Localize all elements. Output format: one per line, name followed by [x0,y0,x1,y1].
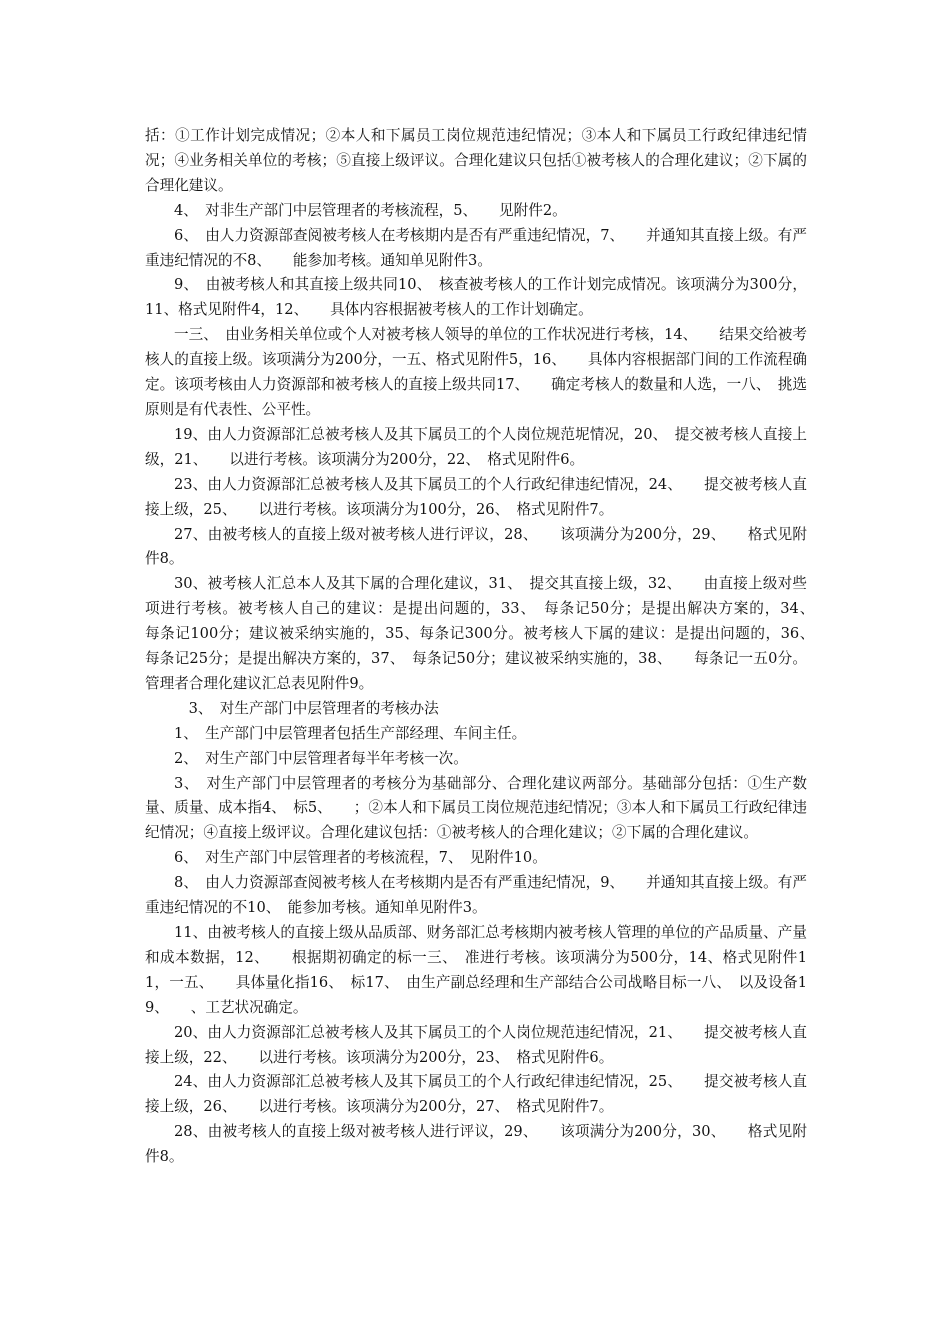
paragraph: 9、 由被考核人和其直接上级共同10、 核查被考核人的工作计划完成情况。该项满分为300分，11、格式见附件4，12、 具体内容根据被考核人的工作计划确定。 [145,276,807,319]
paragraph: 4、 对非生产部门中层管理者的考核流程，5、 见附件2。 [174,201,567,219]
paragraph: 6、 由人力资源部查阅被考核人在考核期内是否有严重违纪情况，7、 并通知其直接上级。有严重违纪情况的不8、 能参加考核。通知单见附件3。 [145,226,807,269]
paragraph: 30、被考核人汇总本人及其下属的合理化建议，31、 提交其直接上级，32、 由直接上级对些项进行考核。被考核人自己的建议：是提出问题的，33、 每条记50分；是提出解决方案的，34、 每条记100分；建议被采纳实施的，35、每条记300分。被考核人下属的建议：是提出问题的，36、 每条记25分；是提出解决方案的，37、 每条记50分；建议被采纳实施的，38、 每条记一五0分。管理者合理化建议汇总表见附件9。 [145,575,837,692]
paragraph: 1、 生产部门中层管理者包括生产部经理、车间主任。 [174,724,527,742]
paragraph: 11、由被考核人的直接上级从品质部、财务部汇总考核期内被考核人管理的单位的产品质量、产量和成本数据，12、 根据期初确定的标一三、 准进行考核。该项满分为500分，14、格式见附件11，一五、 具体量化指16、 标17、 由生产副总经理和生产部结合公司战略目标一八、 以及设备19、 、工艺状况确定。 [145,924,807,1016]
paragraph: 19、由人力资源部汇总被考核人及其下属员工的个人岗位规范坭情况，20、 提交被考核人直接上级，21、 以进行考核。该项满分为200分，22、 格式见附件6。 [145,425,807,468]
section-heading: 3、 对生产部门中层管理者的考核办法 [174,699,439,717]
paragraph: 28、由被考核人的直接上级对被考核人进行评议，29、 该项满分为200分，30、 格式见附件8。 [145,1123,807,1166]
paragraph: 括：①工作计划完成情况；②本人和下属员工岗位规范违纪情况；③本人和下属员工行政纪律违纪情况；④业务相关单位的考核；⑤直接上级评议。合理化建议只包括①被考核人的合理化建议；②下属的合理化建议。 [145,127,807,194]
paragraph: 20、由人力资源部汇总被考核人及其下属员工的个人岗位规范违纪情况，21、 提交被考核人直接上级，22、 以进行考核。该项满分为200分，23、 格式见附件6。 [145,1023,807,1066]
paragraph: 8、 由人力资源部查阅被考核人在考核期内是否有严重违纪情况，9、 并通知其直接上级。有严重违纪情况的不10、 能参加考核。通知单见附件3。 [145,874,807,917]
paragraph: 6、 对生产部门中层管理者的考核流程，7、 见附件10。 [174,849,547,867]
paragraph: 27、由被考核人的直接上级对被考核人进行评议，28、 该项满分为200分，29、 格式见附件8。 [145,525,807,568]
paragraph: 一三、 由业务相关单位或个人对被考核人领导的单位的工作状况进行考核，14、 结果交给被考核人的直接上级。该项满分为200分，一五、格式见附件5，16、 具体内容根据部门间的工作流程确定。该项考核由人力资源部和被考核人的直接上级共同17、 确定考核人的数量和人选，一八、 挑选原则是有代表性、公平性。 [145,326,807,418]
paragraph: 24、由人力资源部汇总被考核人及其下属员工的个人行政纪律违纪情况，25、 提交被考核人直接上级，26、 以进行考核。该项满分为200分，27、 格式见附件7。 [145,1073,807,1116]
paragraph: 2、 对生产部门中层管理者每半年考核一次。 [174,749,468,767]
paragraph: 23、由人力资源部汇总被考核人及其下属员工的个人行政纪律违纪情况，24、 提交被考核人直接上级，25、 以进行考核。该项满分为100分，26、 格式见附件7。 [145,475,807,518]
paragraph: 3、 对生产部门中层管理者的考核分为基础部分、合理化建议两部分。基础部分包括：①生产数量、质量、成本指4、 标5、 ；②本人和下属员工岗位规范违纪情况；③本人和下属员工行政纪律违纪情况；④直接上级评议。合理化建议包括：①被考核人的合理化建议；②下属的合理化建议。 [145,774,807,842]
document-body [145,124,837,1170]
